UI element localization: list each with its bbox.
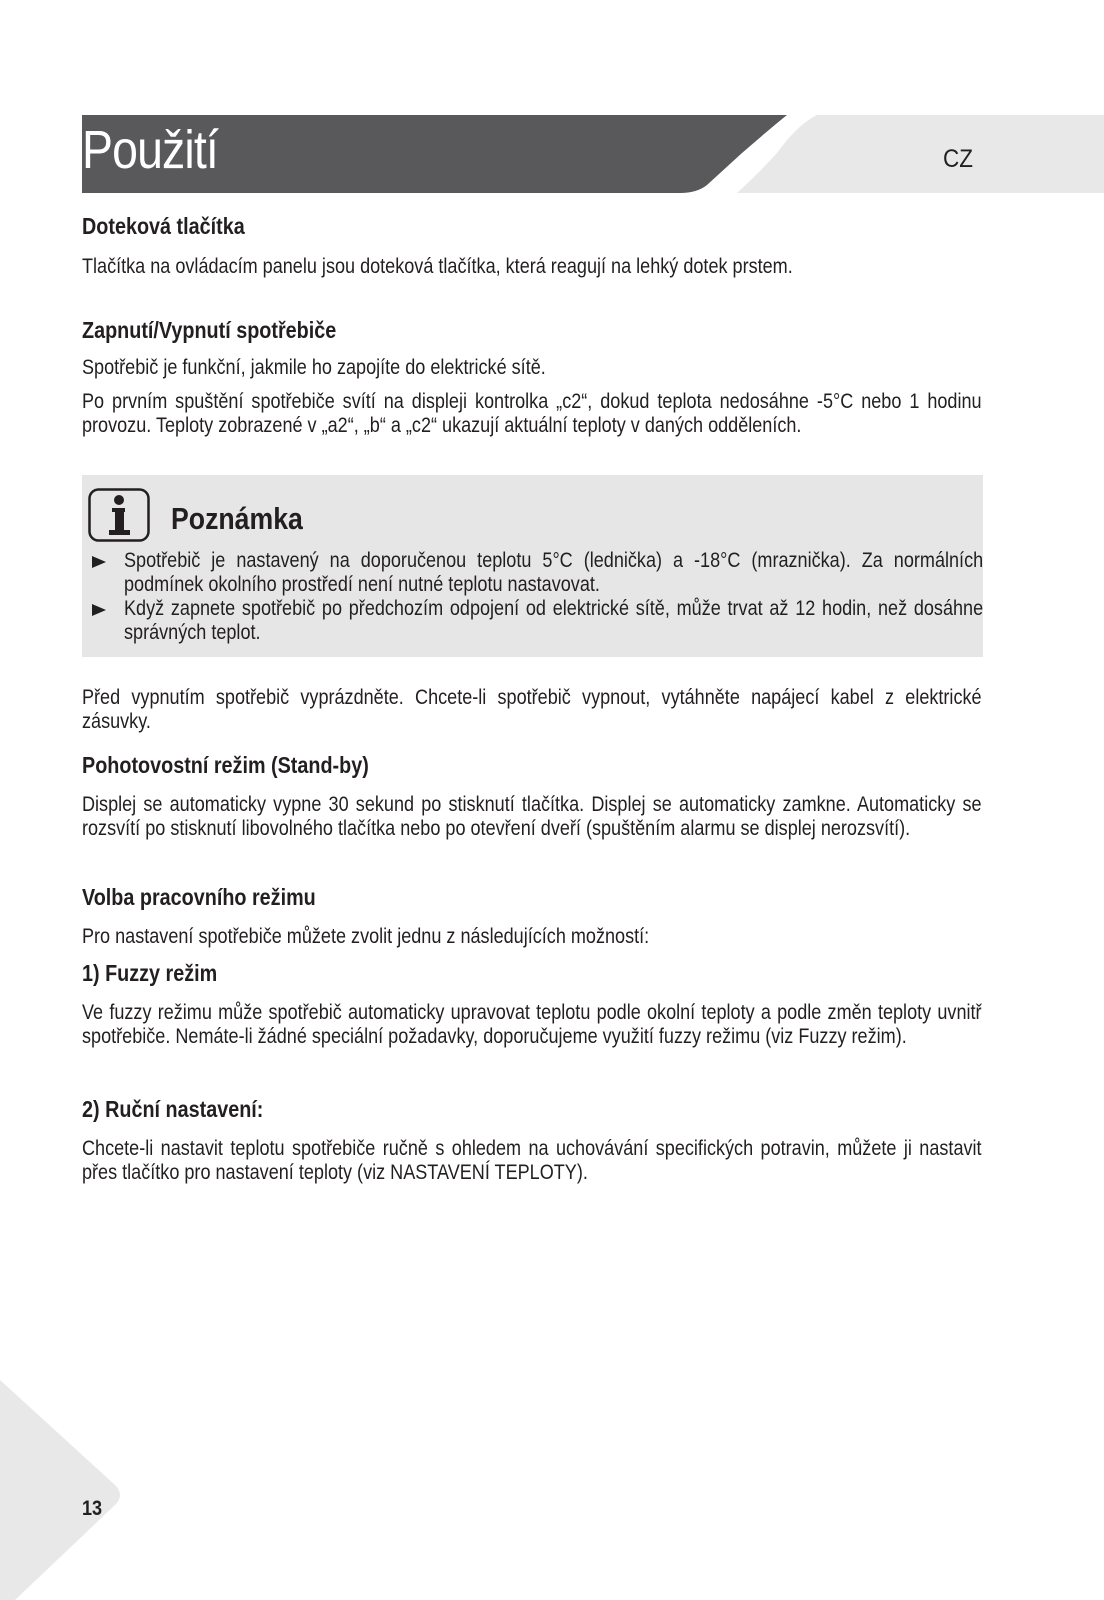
header-language-tab <box>737 115 1104 193</box>
heading-power: Zapnutí/Vypnutí spotřebiče <box>82 317 337 343</box>
bullet-arrow-icon <box>92 556 106 568</box>
fuzzy-mode-text: Ve fuzzy režimu může spotřebič automaticky upravovat teplotu podle okolní teploty a podle změn teploty uvnitř spotřebiče. Nemáte-li žádné speciální požadavky, doporučujeme využití fuzzy režimu (viz Fuzzy režim). <box>82 1001 982 1048</box>
corner-decoration <box>0 1380 125 1600</box>
heading-mode-selection: Volba pracovního režimu <box>82 884 316 910</box>
language-code: CZ <box>943 145 973 173</box>
heading-standby: Pohotovostní režim (Stand-by) <box>82 752 369 778</box>
touch-buttons-text: Tlačítka na ovládacím panelu jsou doteková tlačítka, která reagují na lehký dotek prstem. <box>82 255 793 278</box>
manual-setting-text: Chcete-li nastavit teplotu spotřebiče ručně s ohledem na uchovávání specifických potravin, můžete ji nastavit přes tlačítko pro nastavení teploty (viz NASTAVENÍ TEPLOTY). <box>82 1137 982 1184</box>
note-item: Spotřebič je nastavený na doporučenou teplotu 5°C (lednička) a -18°C (mraznička). Za normálních podmínek okolního prostředí není nutné teplotu nastavovat. <box>124 549 984 596</box>
note-title: Poznámka <box>171 501 303 536</box>
page-title: Použití <box>82 120 218 180</box>
power-text-2: Po prvním spuštění spotřebiče svítí na displeji kontrolka „c2“, dokud teplota nedosáhne -5°C nebo 1 hodinu provozu. Teploty zobrazené v „a2“, „b“ a „c2“ ukazují aktuální teploty v daných odděleních. <box>82 390 982 437</box>
power-text-1: Spotřebič je funkční, jakmile ho zapojíte do elektrické sítě. <box>82 356 546 379</box>
heading-manual-setting: 2) Ruční nastavení: <box>82 1096 264 1122</box>
standby-text: Displej se automaticky vypne 30 sekund po stisknutí tlačítka. Displej se automaticky zamkne. Automaticky se rozsvítí po stisknutí libovolného tlačítka nebo po otevření dveří (spuštěním alarmu se displej nerozsvítí). <box>82 793 982 840</box>
heading-touch-buttons: Doteková tlačítka <box>82 213 245 239</box>
heading-fuzzy-mode: 1) Fuzzy režim <box>82 960 218 986</box>
info-icon <box>88 488 150 542</box>
page-number: 13 <box>82 1497 103 1520</box>
bullet-arrow-icon <box>92 604 106 616</box>
switch-off-text: Před vypnutím spotřebič vyprázdněte. Chcete-li spotřebič vypnout, vytáhněte napájecí kabel z elektrické zásuvky. <box>82 686 982 733</box>
note-item: Když zapnete spotřebič po předchozím odpojení od elektrické sítě, může trvat až 12 hodin, než dosáhne správných teplot. <box>124 597 984 644</box>
mode-selection-text: Pro nastavení spotřebiče můžete zvolit jednu z následujících možností: <box>82 925 650 948</box>
